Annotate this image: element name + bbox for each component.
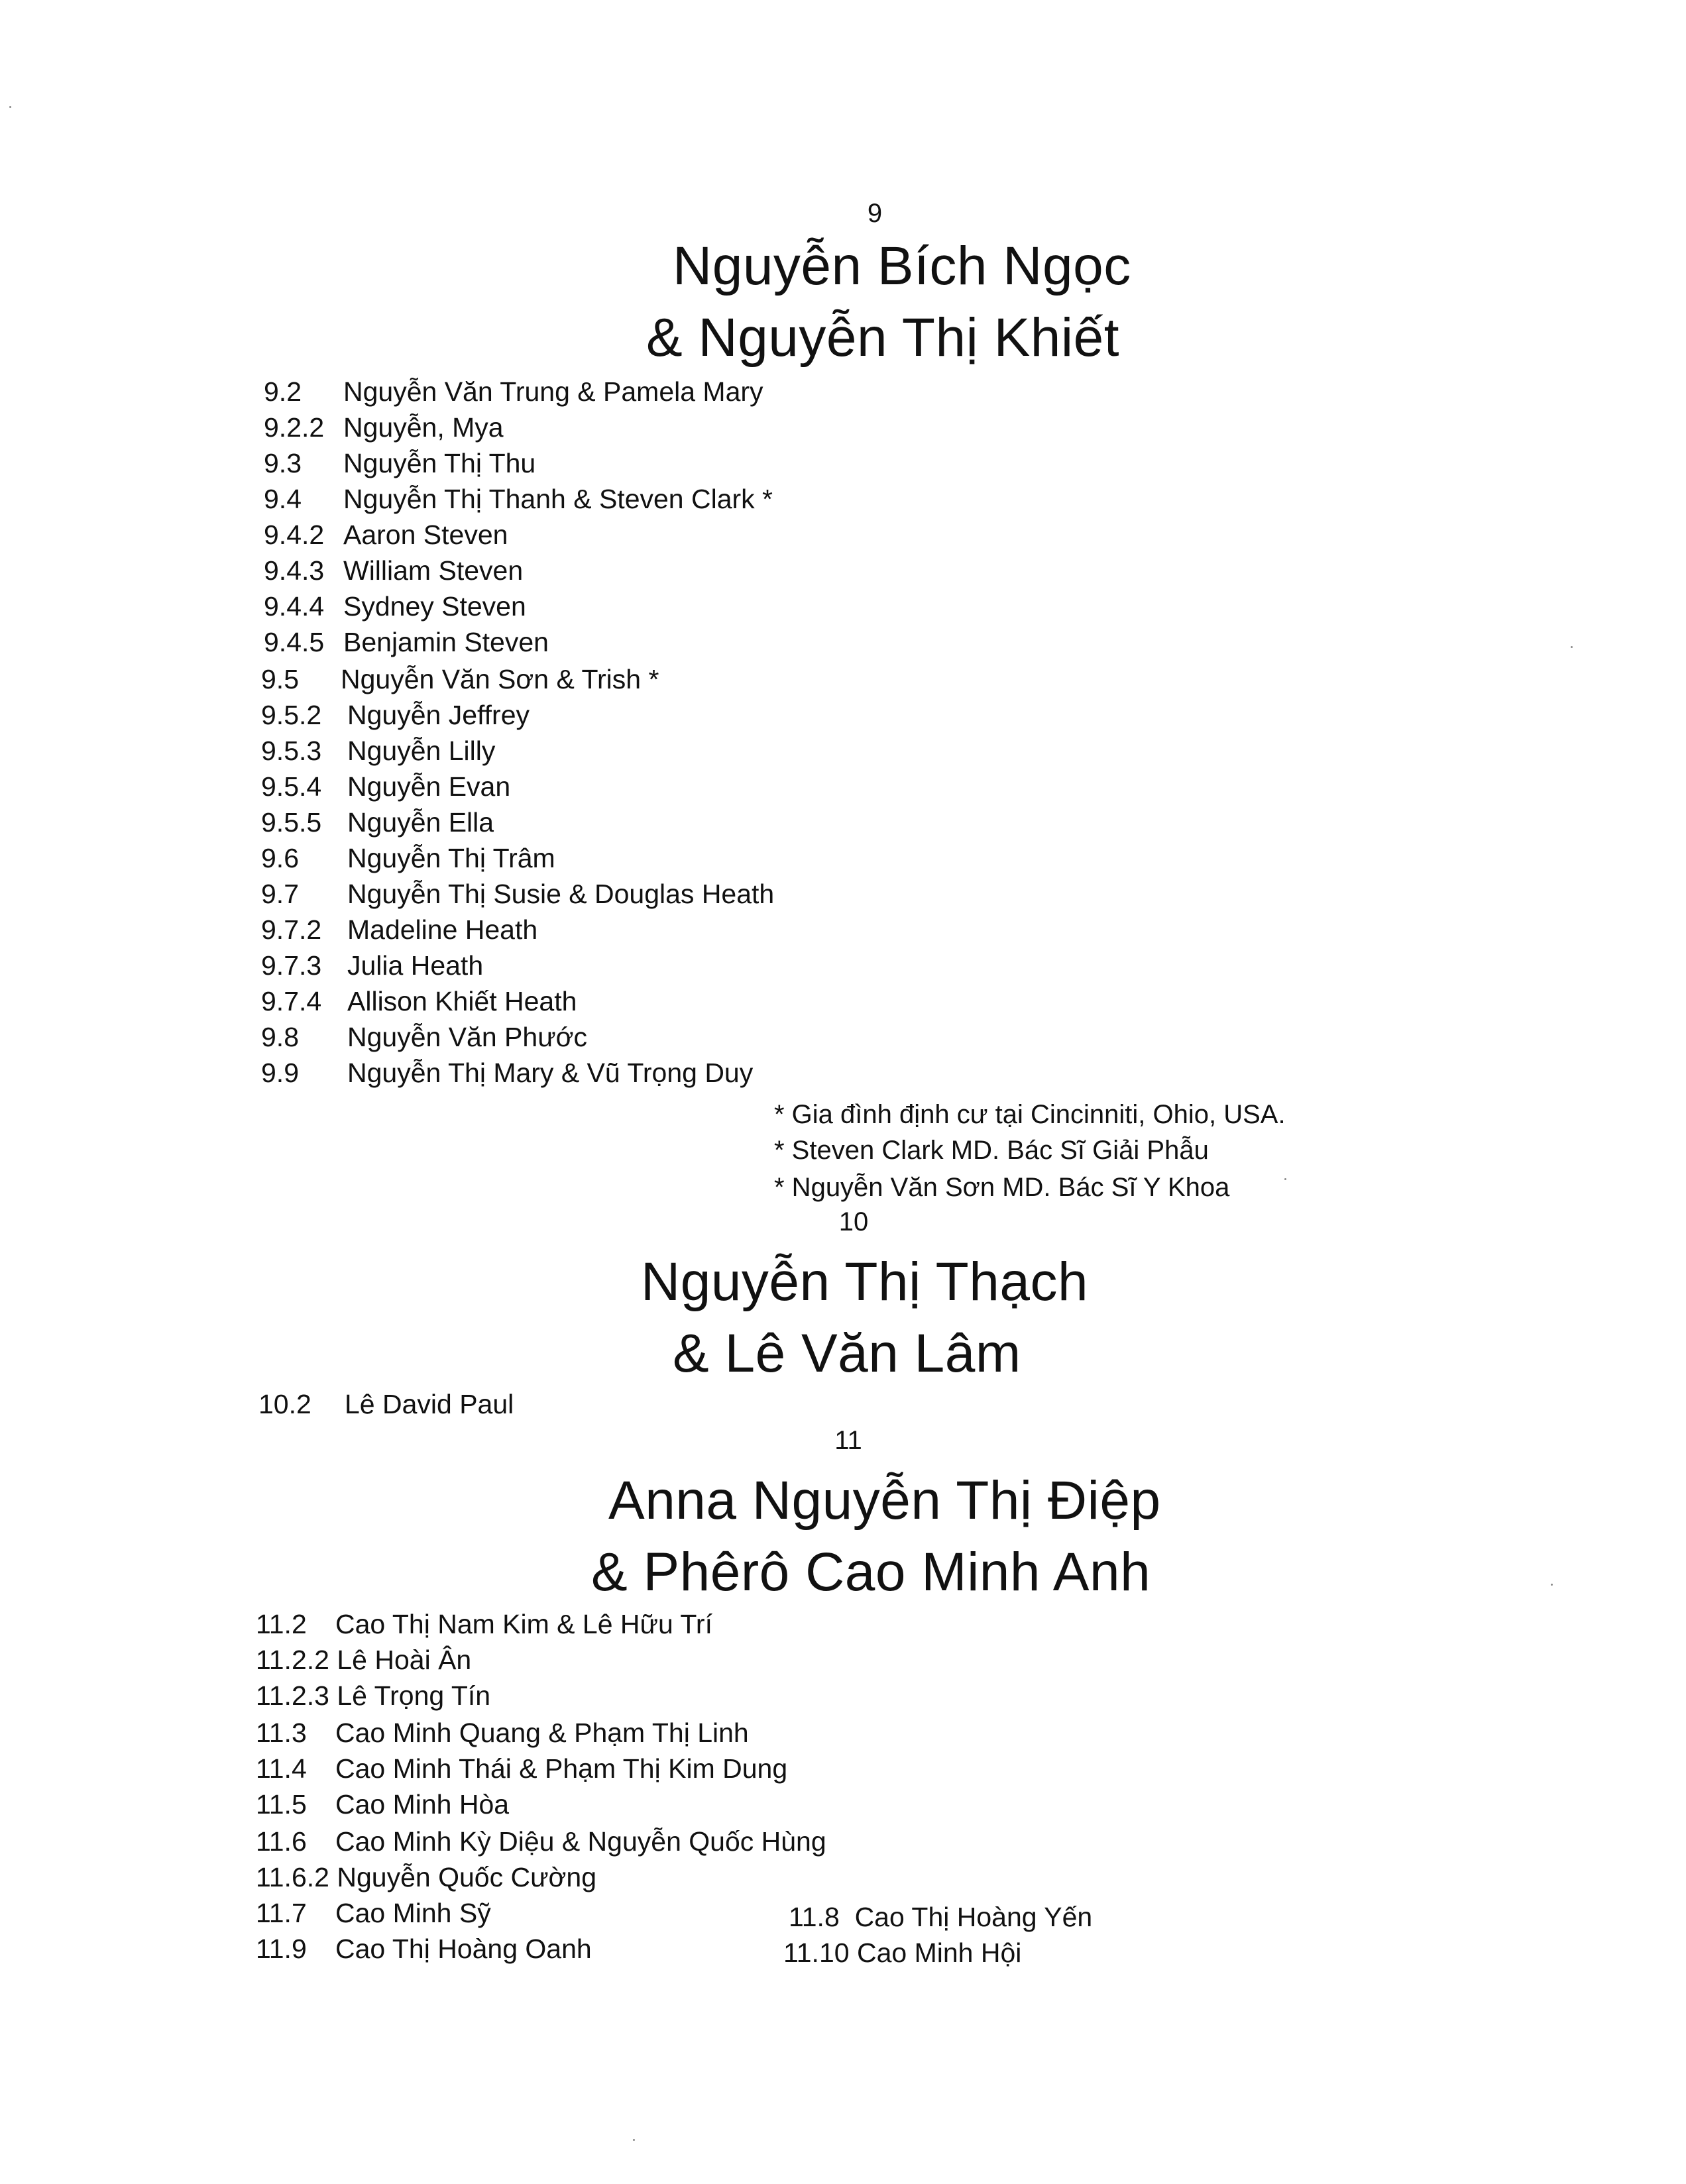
list-item xyxy=(256,1898,491,1929)
list-item xyxy=(261,807,494,838)
entry-number: 9.4 xyxy=(264,484,302,514)
list-item xyxy=(261,879,774,910)
entry-number: 10.2 xyxy=(258,1389,311,1419)
list-item xyxy=(264,519,508,551)
section-heading-line2: & Phêrô Cao Minh Anh xyxy=(591,1542,1151,1602)
list-item xyxy=(261,986,577,1017)
entry-name: Cao Thị Nam Kim & Lê Hữu Trí xyxy=(335,1609,712,1639)
entry-name: Aaron Steven xyxy=(343,519,508,550)
entry-name: Cao Minh Hòa xyxy=(335,1789,510,1820)
entry-number: 9.5 xyxy=(261,664,299,694)
scan-speck xyxy=(1284,1178,1286,1180)
entry-name: Benjamin Steven xyxy=(343,627,549,657)
entry-number: 11.2.3 xyxy=(256,1680,329,1711)
list-item xyxy=(256,1934,592,1965)
list-item xyxy=(261,843,555,874)
list-item xyxy=(264,555,523,586)
scan-speck xyxy=(9,106,11,108)
section-number: 11 xyxy=(834,1426,862,1455)
list-item xyxy=(264,376,763,408)
entry-number: 9.9 xyxy=(261,1058,299,1088)
entry-number: 11.7 xyxy=(256,1898,307,1928)
list-item xyxy=(264,448,535,479)
list-item xyxy=(261,700,530,731)
entry-number: 9.4.3 xyxy=(264,555,325,586)
footnote: * Nguyễn Văn Sơn MD. Bác Sĩ Y Khoa xyxy=(774,1173,1230,1202)
entry-number: 9.7.3 xyxy=(261,950,322,981)
entry-name: Nguyễn Văn Phước xyxy=(347,1022,588,1052)
scan-speck xyxy=(633,2139,635,2141)
section-heading-line2: & Lê Văn Lâm xyxy=(673,1323,1021,1384)
entry-number: 11.8 xyxy=(789,1902,840,1932)
entry-name: Nguyễn Thị Mary & Vũ Trọng Duy xyxy=(347,1058,754,1088)
list-item xyxy=(261,950,483,981)
list-item xyxy=(256,1753,787,1784)
footnote: * Steven Clark MD. Bác Sĩ Giải Phẫu xyxy=(774,1136,1209,1165)
list-item xyxy=(256,1718,749,1749)
entry-name: Lê David Paul xyxy=(345,1389,514,1419)
entry-name: Cao Minh Hội xyxy=(856,1938,1022,1968)
entry-number: 9.6 xyxy=(261,843,299,873)
entry-number: 11.10 xyxy=(783,1938,850,1968)
entry-name: Cao Thị Hoàng Oanh xyxy=(335,1934,592,1964)
list-item xyxy=(261,1058,753,1089)
list-item xyxy=(264,412,504,443)
list-item xyxy=(256,1680,490,1712)
entry-name: Nguyễn, Mya xyxy=(343,412,504,443)
list-item xyxy=(256,1645,471,1676)
entry-name: Cao Minh Thái & Phạm Thị Kim Dung xyxy=(335,1753,788,1784)
list-item xyxy=(261,771,510,802)
list-item xyxy=(264,627,549,658)
entry-number: 9.4.5 xyxy=(264,627,325,657)
list-item xyxy=(789,1902,1092,1933)
entry-number: 9.5.4 xyxy=(261,771,322,802)
list-item xyxy=(256,1609,712,1640)
entry-number: 11.6.2 xyxy=(256,1862,329,1892)
list-item xyxy=(264,484,773,515)
entry-number: 11.5 xyxy=(256,1789,307,1820)
entry-number: 9.7 xyxy=(261,879,299,909)
entry-name: Cao Minh Sỹ xyxy=(335,1898,491,1928)
scan-speck xyxy=(1551,1584,1553,1586)
entry-number: 11.6 xyxy=(256,1826,307,1857)
scan-speck xyxy=(1571,646,1573,648)
entry-name: Sydney Steven xyxy=(343,591,526,622)
entry-name: Nguyễn Thị Thanh & Steven Clark * xyxy=(343,484,773,514)
entry-number: 11.9 xyxy=(256,1934,307,1964)
entry-name: Cao Thị Hoàng Yến xyxy=(854,1902,1093,1932)
section-heading-line1: Nguyễn Bích Ngọc xyxy=(673,236,1131,296)
entry-number: 11.2 xyxy=(256,1609,307,1639)
list-item xyxy=(256,1826,826,1857)
footnote: * Gia đình định cư tại Cincinniti, Ohio, USA. xyxy=(774,1100,1286,1129)
entry-name: Julia Heath xyxy=(347,950,484,981)
entry-number: 9.2 xyxy=(264,376,302,407)
entry-name: Nguyễn Jeffrey xyxy=(347,700,530,730)
entry-number: 11.4 xyxy=(256,1753,307,1784)
entry-name: Nguyễn Thị Susie & Douglas Heath xyxy=(347,879,775,909)
entry-name: Lê Hoài Ân xyxy=(337,1645,472,1675)
list-item xyxy=(261,736,495,767)
entry-number: 11.2.2 xyxy=(256,1645,329,1675)
entry-name: Nguyễn Ella xyxy=(347,807,494,838)
list-item xyxy=(264,591,526,622)
section-heading-line1: Anna Nguyễn Thị Điệp xyxy=(608,1470,1161,1531)
entry-number: 9.8 xyxy=(261,1022,299,1052)
entry-name: Nguyễn Thị Thu xyxy=(343,448,536,478)
section-number: 9 xyxy=(867,199,883,228)
entry-number: 9.5.3 xyxy=(261,736,322,766)
section-heading-line2: & Nguyễn Thị Khiết xyxy=(646,307,1120,368)
entry-name: William Steven xyxy=(343,555,524,586)
list-item xyxy=(783,1938,1021,1969)
entry-number: 9.2.2 xyxy=(264,412,325,443)
list-item xyxy=(256,1789,509,1820)
list-item xyxy=(261,1022,587,1053)
section-heading-line1: Nguyễn Thị Thạch xyxy=(641,1252,1089,1312)
entry-number: 9.7.2 xyxy=(261,914,322,945)
entry-number: 9.4.4 xyxy=(264,591,325,622)
section-number: 10 xyxy=(838,1207,869,1236)
entry-number: 9.3 xyxy=(264,448,302,478)
entry-name: Madeline Heath xyxy=(347,914,538,945)
list-item xyxy=(261,914,537,946)
list-item xyxy=(256,1862,596,1893)
list-item xyxy=(261,664,659,695)
entry-number: 9.5.5 xyxy=(261,807,322,838)
entry-name: Allison Khiết Heath xyxy=(347,986,577,1016)
entry-name: Cao Minh Quang & Phạm Thị Linh xyxy=(335,1718,749,1748)
entry-name: Nguyễn Văn Trung & Pamela Mary xyxy=(343,376,763,407)
entry-name: Nguyễn Thị Trâm xyxy=(347,843,555,873)
entry-name: Nguyễn Văn Sơn & Trish * xyxy=(341,664,659,694)
entry-name: Lê Trọng Tín xyxy=(337,1680,491,1711)
entry-name: Nguyễn Evan xyxy=(347,771,511,802)
list-item xyxy=(258,1389,514,1420)
entry-name: Nguyễn Quốc Cường xyxy=(337,1862,597,1892)
entry-number: 11.3 xyxy=(256,1718,307,1748)
entry-number: 9.5.2 xyxy=(261,700,322,730)
entry-name: Nguyễn Lilly xyxy=(347,736,496,766)
entry-number: 9.7.4 xyxy=(261,986,322,1016)
entry-name: Cao Minh Kỳ Diệu & Nguyễn Quốc Hùng xyxy=(335,1826,826,1857)
entry-number: 9.4.2 xyxy=(264,519,325,550)
